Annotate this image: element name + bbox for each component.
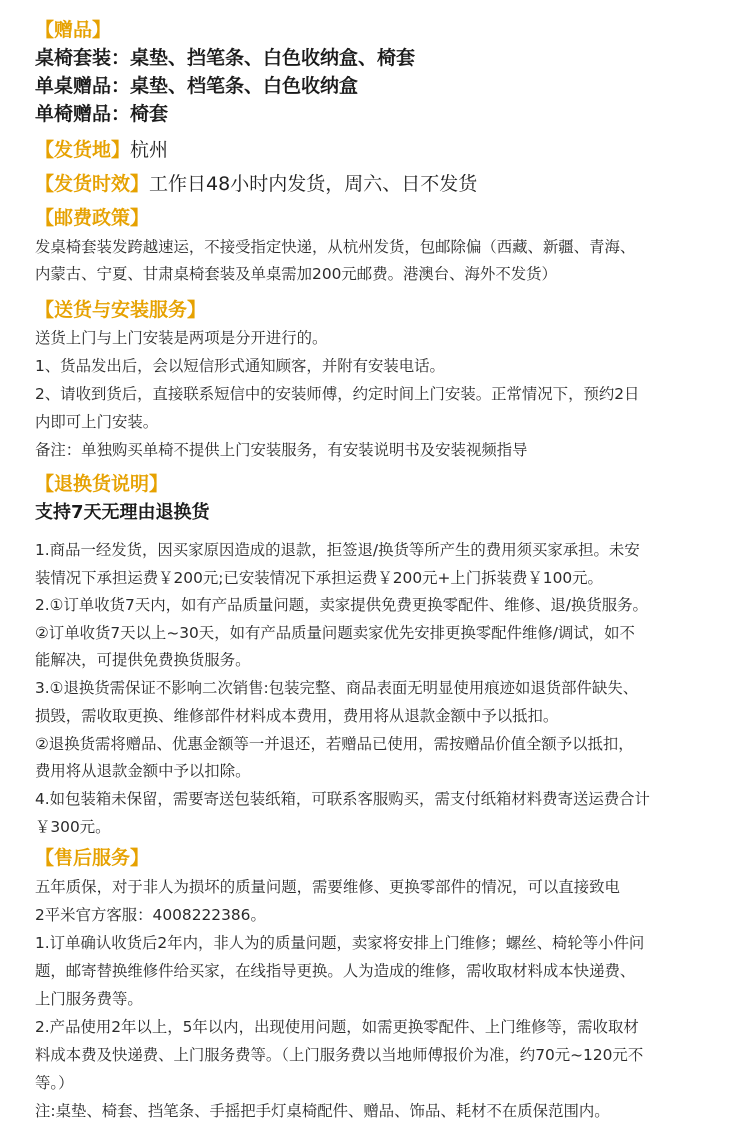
returns-line: 装情况下承担运费￥200元;已安装情况下承担运费￥200元+上门拆装费￥100元。	[35, 569, 603, 587]
after-sales-line: 等。）	[35, 1074, 74, 1092]
ship-time-value: 工作日48小时内发货，周六、日不发货	[149, 173, 478, 195]
after-sales-line: 上门服务费等。	[35, 990, 143, 1008]
delivery-line: 2、请收到货后，直接联系短信中的安装师傅，约定时间上门安装。正常情况下，预约2日	[35, 385, 640, 403]
gifts-header: 【赠品】	[35, 19, 112, 41]
delivery-line: 1、货品发出后，会以短信形式通知顾客，并附有安装电话。	[35, 357, 445, 375]
ship-time-label: 【发货时效】	[35, 173, 150, 195]
returns-line: ②订单收货7天以上~30天，如有产品质量问题卖家优先安排更换零配件维修/调试，如不	[35, 624, 635, 642]
returns-line: 费用将从退款金额中予以扣除。	[35, 762, 251, 780]
delivery-header: 【送货与安装服务】	[35, 299, 207, 321]
ship-time-row	[35, 171, 477, 197]
returns-line: 损毁，需收取更换、维修部件材料成本费用，费用将从退款金额中予以抵扣。	[35, 707, 559, 725]
gifts-set-line: 桌椅套装：桌垫、挡笔条、白色收纳盒、椅套	[35, 47, 416, 69]
returns-line: ￥300元。	[35, 818, 111, 836]
after-sales-line: 料成本费及快递费、上门服务费等。（上门服务费以当地师傅报价为准，约70元~120元不	[35, 1046, 644, 1064]
returns-subtitle: 支持7天无理由退换货	[35, 502, 210, 523]
returns-header: 【退换货说明】	[35, 473, 169, 495]
postage-line: 发桌椅套装发跨越速运，不接受指定快递，从杭州发货，包邮除偏（西藏、新疆、青海、	[35, 238, 636, 256]
postage-line: 内蒙古、宁夏、甘肃桌椅套装及单桌需加200元邮费。港澳台、海外不发货）	[35, 265, 557, 283]
after-sales-line: 注:桌垫、椅套、挡笔条、手摇把手灯桌椅配件、赠品、饰品、耗材不在质保范围内。	[35, 1102, 610, 1120]
gifts-desk-line: 单桌赠品：桌垫、档笔条、白色收纳盒	[35, 75, 359, 97]
after-sales-line: 五年质保，对于非人为损坏的质量问题，需要维修、更换零部件的情况，可以直接致电	[35, 878, 620, 896]
returns-line: 能解决，可提供免费换货服务。	[35, 651, 251, 669]
returns-line: ②退换货需将赠品、优惠金额等一并退还，若赠品已使用，需按赠品价值全额予以抵扣，	[35, 735, 634, 753]
returns-line: 4.如包装箱未保留，需要寄送包装纸箱，可联系客服购买，需支付纸箱材料费寄送运费合计	[35, 790, 650, 808]
gifts-chair-line: 单椅赠品：椅套	[35, 103, 169, 125]
delivery-line: 备注：单独购买单椅不提供上门安装服务，有安装说明书及安装视频指导	[35, 441, 528, 459]
after-sales-line: 题，邮寄替换维修件给买家，在线指导更换。人为造成的维修，需收取材料成本快递费、	[35, 962, 636, 980]
delivery-line: 内即可上门安装。	[35, 413, 159, 431]
after-sales-header: 【售后服务】	[35, 847, 150, 869]
returns-line: 1.商品一经发货，因买家原因造成的退款，拒签退/换货等所产生的费用须买家承担。未安	[35, 541, 640, 559]
returns-line: 3.①退换货需保证不影响二次销售:包装完整、商品表面无明显使用痕迹如退货部件缺失、	[35, 679, 639, 697]
ship-from-value: 杭州	[130, 139, 169, 161]
ship-from-row	[35, 137, 168, 163]
returns-line: 2.①订单收货7天内，如有产品质量问题，卖家提供免费更换零配件、维修、退/换货服务。	[35, 596, 648, 614]
delivery-line: 送货上门与上门安装是两项是分开进行的。	[35, 329, 328, 347]
postage-header: 【邮费政策】	[35, 207, 150, 229]
after-sales-line: 2平米官方客服：4008222386。	[35, 906, 266, 924]
after-sales-line: 1.订单确认收货后2年内，非人为的质量问题，卖家将安排上门维修；螺丝、椅轮等小件问	[35, 934, 645, 952]
ship-from-label: 【发货地】	[35, 139, 131, 161]
after-sales-line: 2.产品使用2年以上，5年以内，出现使用问题，如需更换零配件、上门维修等，需收取材	[35, 1018, 639, 1036]
